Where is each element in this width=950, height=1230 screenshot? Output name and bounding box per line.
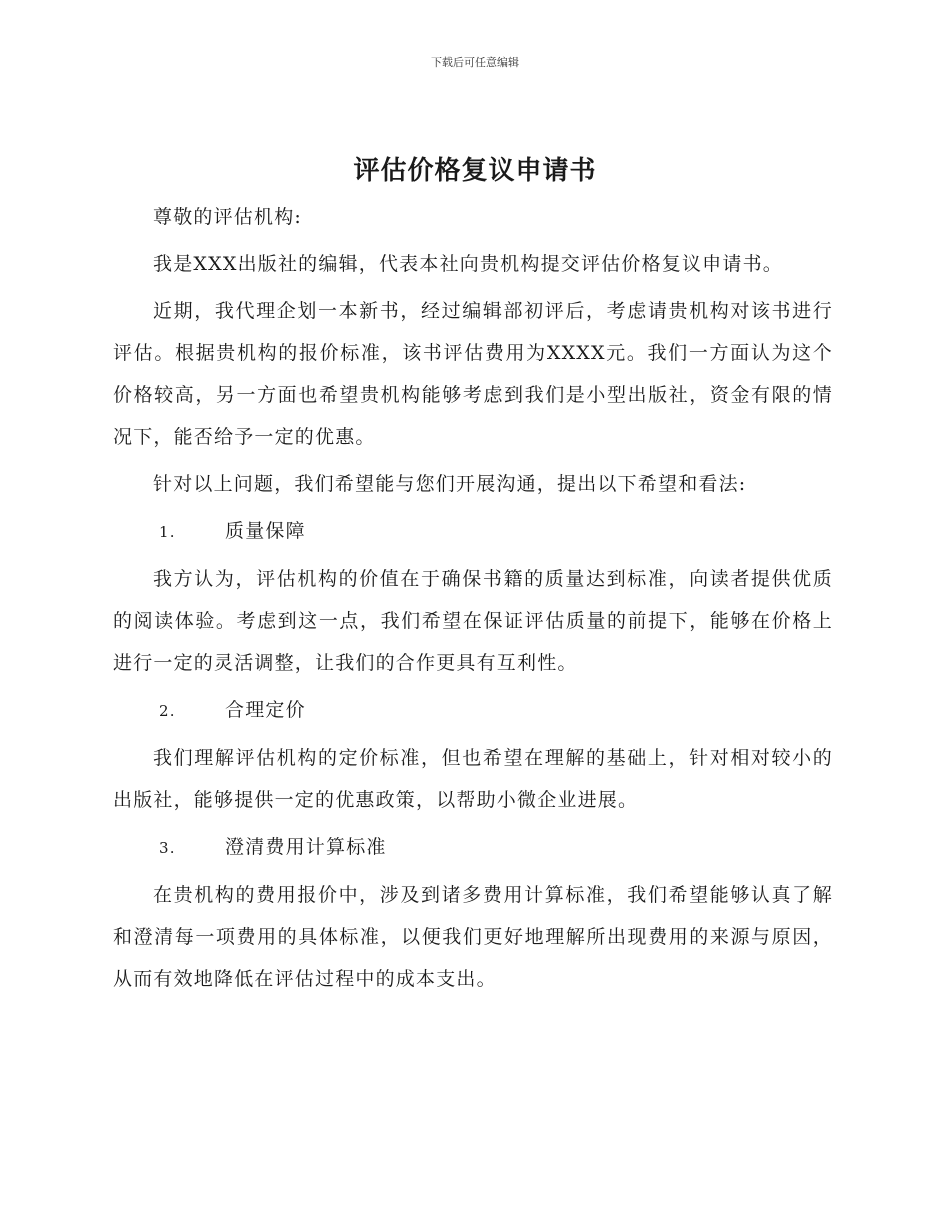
list-number: 1. xyxy=(159,523,176,541)
list-item-paragraph: 我们理解评估机构的定价标准，但也希望在理解的基础上，针对相对较小的出版社，能够提供一定的优惠政策，以帮助小微企业进展。 xyxy=(113,747,833,811)
list-item-heading xyxy=(113,826,833,869)
list-heading: 澄清费用计算标准 xyxy=(225,836,387,858)
list-item-heading xyxy=(113,689,833,732)
list-item-paragraph: 在贵机构的费用报价中，涉及到诸多费用计算标准，我们希望能够认真了解和澄清每一项费用的具体标准，以便我们更好地理解所出现费用的来源与原因，从而有效地降低在评估过程中的成本支出。 xyxy=(113,884,833,990)
list-number: 2. xyxy=(159,702,176,720)
list-heading: 质量保障 xyxy=(225,520,306,542)
list-heading: 合理定价 xyxy=(225,699,306,721)
list-number: 3. xyxy=(159,839,176,857)
list-item-heading xyxy=(113,510,833,553)
document-title: 评估价格复议申请书 xyxy=(353,156,597,186)
page-header: 下载后可任意编辑 xyxy=(431,56,519,69)
paragraph-proposals-lead: 针对以上问题，我们希望能与您们开展沟通，提出以下希望和看法: xyxy=(153,473,747,495)
paragraph-intro: 我是XXX出版社的编辑，代表本社向贵机构提交评估价格复议申请书。 xyxy=(153,253,783,275)
list-item-paragraph: 我方认为，评估机构的价值在于确保书籍的质量达到标准，向读者提供优质的阅读体验。考虑到这一点，我们希望在保证评估质量的前提下，能够在价格上进行一定的灵活调整，让我们的合作更具有互利性。 xyxy=(113,568,833,674)
paragraph-background: 近期，我代理企划一本新书，经过编辑部初评后，考虑请贵机构对该书进行评估。根据贵机构的报价标准，该书评估费用为XXXX元。我们一方面认为这个价格较高，另一方面也希望贵机构能够考虑到我们是小型出版社，资金有限的情况下，能否给予一定的优惠。 xyxy=(113,300,833,448)
salutation: 尊敬的评估机构: xyxy=(153,206,303,228)
document-body xyxy=(113,196,833,1005)
